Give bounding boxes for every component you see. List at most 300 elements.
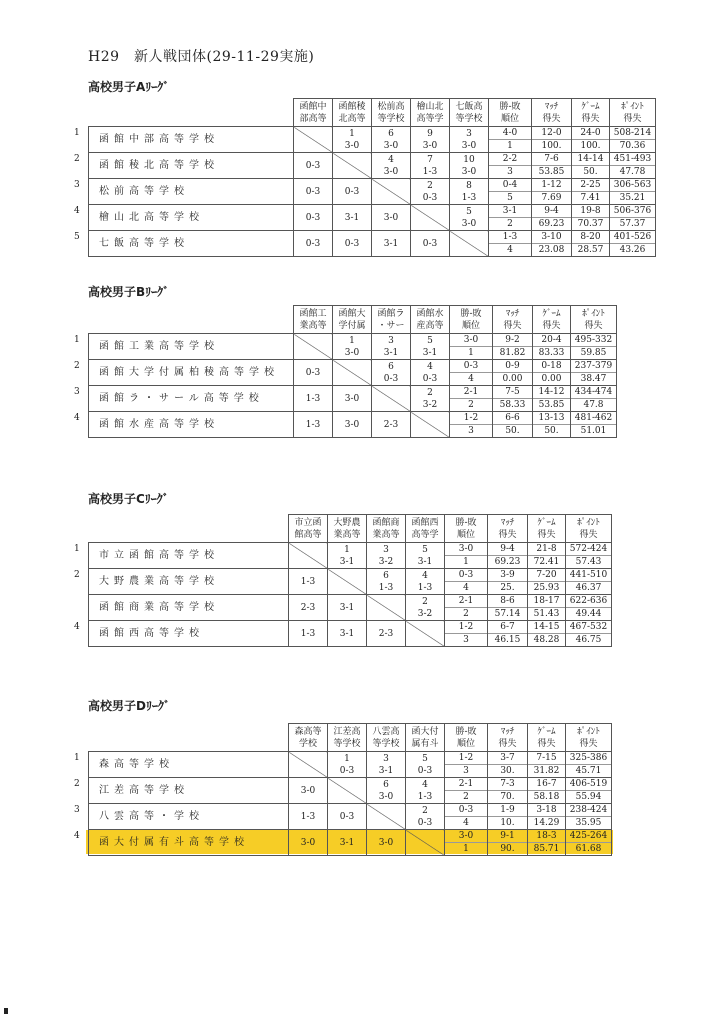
stat-cell [528, 752, 566, 778]
row-number: 4 [74, 413, 80, 423]
match-cell [294, 412, 333, 438]
stat-bottom: 38.47 [571, 372, 616, 385]
self-match-cell [372, 386, 411, 412]
match-cell [367, 543, 406, 569]
team-name: 函館西高等学校 [89, 621, 289, 647]
stat-cell [488, 778, 528, 804]
match-order: 8 [466, 180, 472, 191]
match-cell [411, 334, 450, 360]
stat-cell [488, 569, 528, 595]
page-title: H29 新人戦団体(29-11-29実施) [88, 49, 315, 65]
stat-top: 0-3 [458, 805, 474, 815]
match-cell [372, 205, 411, 231]
stat-top: 9-4 [544, 206, 559, 216]
stat-bottom: 0.00 [533, 372, 570, 385]
stat-bottom: 7.69 [532, 191, 571, 204]
match-order: 3 [383, 753, 389, 764]
stat-cell [450, 386, 493, 412]
stat-cell [532, 205, 572, 231]
self-match-cell [328, 778, 367, 804]
stat-bottom: 4 [450, 372, 492, 385]
stat-top: 12-0 [541, 128, 562, 138]
stat-top: 19-8 [580, 206, 601, 216]
stat-bottom: 72.41 [528, 555, 565, 568]
match-score: 3-1 [339, 556, 355, 567]
stat-top: 3-0 [458, 831, 474, 841]
stat-top: 0-4 [502, 180, 518, 190]
opponent-header: 函館中 部高等 [294, 99, 333, 127]
team-name: 七飯高等学校 [89, 231, 294, 257]
stat-bottom: 49.44 [566, 607, 611, 620]
match-cell [450, 205, 489, 231]
match-cell [372, 153, 411, 179]
match-order: 1 [344, 544, 350, 555]
team-name: 函館水産高等学校 [89, 412, 294, 438]
stat-top: 6-6 [505, 413, 520, 423]
stat-bottom: 46.37 [566, 581, 611, 594]
stat-bottom: 1 [450, 346, 492, 359]
opponent-header: 松前高 等学校 [372, 99, 411, 127]
stat-top: 3-0 [458, 544, 474, 554]
match-score: 0-3 [344, 186, 360, 197]
self-match-cell [411, 205, 450, 231]
row-number: 3 [74, 805, 80, 815]
match-cell [294, 153, 333, 179]
stat-cell [532, 127, 572, 153]
stat-cell [493, 412, 533, 438]
team-row [89, 569, 612, 595]
stat-top: 325-386 [569, 753, 608, 763]
team-name: 函館稜北高等学校 [89, 153, 294, 179]
opponent-header: 江差高 等学校 [328, 724, 367, 752]
match-score: 3-1 [339, 628, 355, 639]
stat-bottom: 46.75 [566, 633, 611, 646]
stat-top: 1-2 [458, 753, 474, 763]
league-table [88, 723, 612, 856]
stat-bottom: 28.57 [572, 243, 609, 256]
stat-top: 7-3 [500, 779, 515, 789]
match-score: 0-3 [383, 373, 399, 384]
self-match-cell [367, 804, 406, 830]
match-score: 0-3 [344, 238, 360, 249]
stat-bottom: 3 [489, 165, 531, 178]
team-name: 大野農業高等学校 [89, 569, 289, 595]
stat-bottom: 50. [533, 424, 570, 437]
match-score: 0-3 [305, 212, 321, 223]
match-score: 1-3 [417, 582, 433, 593]
match-cell [411, 360, 450, 386]
match-cell [333, 179, 372, 205]
match-score: 3-0 [461, 166, 477, 177]
match-score: 3-2 [378, 556, 394, 567]
stat-cell [533, 386, 571, 412]
stat-cell [532, 231, 572, 257]
stat-cell [572, 179, 610, 205]
stat-top: 8-20 [580, 232, 601, 242]
self-match-cell [406, 621, 445, 647]
stat-bottom: 57.37 [610, 217, 655, 230]
stat-top: 3-18 [536, 805, 557, 815]
self-match-cell [406, 830, 445, 856]
match-score: 3-2 [422, 399, 438, 410]
stat-cell [445, 621, 488, 647]
match-cell [328, 621, 367, 647]
opponent-header: 函館商 業高等 [367, 515, 406, 543]
header-blank [89, 515, 289, 543]
stat-bottom: 55.94 [566, 790, 611, 803]
opponent-header: 大野農 業高等 [328, 515, 367, 543]
match-cell [328, 804, 367, 830]
stat-top: 13-13 [538, 413, 565, 423]
stat-top: 20-4 [541, 335, 562, 345]
stat-cell [489, 231, 532, 257]
match-score: 3-0 [422, 140, 438, 151]
stat-cell [488, 621, 528, 647]
header-blank [89, 306, 294, 334]
stat-bottom: 2 [489, 217, 531, 230]
stat-cell [571, 334, 617, 360]
team-row [89, 334, 617, 360]
match-score: 2-3 [383, 419, 399, 430]
stat-header: 勝-敗 順位 [450, 306, 493, 334]
stat-top: 8-6 [500, 596, 515, 606]
stat-header: ﾎﾟｲﾝﾄ 得失 [610, 99, 656, 127]
stat-cell [533, 360, 571, 386]
stat-cell [610, 127, 656, 153]
stat-header: ｹﾞｰﾑ 得失 [533, 306, 571, 334]
match-score: 3-0 [344, 419, 360, 430]
stat-top: 467-532 [569, 622, 608, 632]
stat-cell [445, 595, 488, 621]
team-row [89, 386, 617, 412]
stat-bottom: 57.43 [566, 555, 611, 568]
stat-cell [445, 543, 488, 569]
match-order: 2 [422, 805, 428, 816]
match-score: 3-0 [383, 212, 399, 223]
row-number: 1 [74, 128, 80, 138]
stat-cell [528, 621, 566, 647]
stat-top: 9-1 [500, 831, 515, 841]
team-name: 八雲高等・学校 [89, 804, 289, 830]
match-score: 2-3 [378, 628, 394, 639]
stat-bottom: 69.23 [488, 555, 527, 568]
stat-header: ｹﾞｰﾑ 得失 [528, 724, 566, 752]
match-score: 3-1 [383, 238, 399, 249]
row-number: 4 [74, 831, 80, 841]
stat-bottom: 47.78 [610, 165, 655, 178]
stat-top: 18-3 [536, 831, 557, 841]
team-name: 森高等学校 [89, 752, 289, 778]
team-row [89, 360, 617, 386]
stat-cell [450, 412, 493, 438]
opponent-header: 函館水 産高等 [411, 306, 450, 334]
opponent-header: 檜山北 高等学 [411, 99, 450, 127]
stat-bottom: 50. [572, 165, 609, 178]
self-match-cell [328, 569, 367, 595]
opponent-header: 函大付 属有斗 [406, 724, 445, 752]
stat-top: 24-0 [580, 128, 601, 138]
opponent-header: 森高等 学校 [289, 724, 328, 752]
stat-bottom: 7.41 [572, 191, 609, 204]
stat-header: ﾎﾟｲﾝﾄ 得失 [566, 724, 612, 752]
stat-bottom: 43.26 [610, 243, 655, 256]
stat-bottom: 46.15 [488, 633, 527, 646]
match-cell [333, 127, 372, 153]
stat-top: 1-12 [541, 180, 562, 190]
stat-cell [571, 386, 617, 412]
league-title: 高校男子Cﾘｰｸﾞ [88, 492, 169, 506]
team-row [89, 543, 612, 569]
row-number: 3 [74, 387, 80, 397]
match-score: 3-0 [300, 785, 316, 796]
stat-top: 6-7 [500, 622, 515, 632]
team-row [89, 804, 612, 830]
match-order: 5 [466, 206, 472, 217]
match-score: 3-0 [383, 140, 399, 151]
match-cell [406, 804, 445, 830]
stat-cell [489, 205, 532, 231]
match-score: 3-0 [300, 837, 316, 848]
match-score: 1-3 [305, 419, 321, 430]
stat-bottom: 53.85 [532, 165, 571, 178]
team-row [89, 231, 656, 257]
stat-top: 406-519 [569, 779, 608, 789]
stat-cell [488, 830, 528, 856]
self-match-cell [367, 595, 406, 621]
stat-bottom: 30. [488, 764, 527, 777]
stat-bottom: 3 [445, 633, 487, 646]
opponent-header: 七飯高 等学校 [450, 99, 489, 127]
stat-bottom: 1 [489, 139, 531, 152]
stat-top: 1-3 [502, 232, 518, 242]
stat-top: 2-2 [502, 154, 518, 164]
row-number: 2 [74, 779, 80, 789]
stat-cell [450, 334, 493, 360]
match-score: 0-3 [417, 765, 433, 776]
match-cell [411, 153, 450, 179]
match-cell [333, 412, 372, 438]
match-order: 3 [466, 128, 472, 139]
self-match-cell [411, 412, 450, 438]
stat-header: ﾏｯﾁ 得失 [493, 306, 533, 334]
stat-top: 2-1 [458, 596, 474, 606]
stat-top: 0-18 [541, 361, 562, 371]
match-cell [411, 386, 450, 412]
team-name: 松前高等学校 [89, 179, 294, 205]
match-cell [367, 569, 406, 595]
match-cell [289, 830, 328, 856]
match-cell [367, 621, 406, 647]
stat-header: ｹﾞｰﾑ 得失 [572, 99, 610, 127]
stat-cell [572, 127, 610, 153]
team-row [89, 127, 656, 153]
team-row [89, 179, 656, 205]
team-row [89, 412, 617, 438]
match-score: 1-3 [422, 166, 438, 177]
team-name: 函館商業高等学校 [89, 595, 289, 621]
stat-cell [445, 830, 488, 856]
stat-cell [488, 595, 528, 621]
match-score: 3-1 [339, 602, 355, 613]
match-cell [294, 360, 333, 386]
stat-bottom: 3 [445, 764, 487, 777]
stat-bottom: 10. [488, 816, 527, 829]
stat-top: 508-214 [613, 128, 652, 138]
stat-top: 21-8 [536, 544, 557, 554]
stat-header: ｹﾞｰﾑ 得失 [528, 515, 566, 543]
stat-bottom: 1 [445, 842, 487, 855]
match-score: 0-3 [305, 238, 321, 249]
self-match-cell [289, 543, 328, 569]
match-order: 5 [422, 753, 428, 764]
stat-cell [566, 621, 612, 647]
match-cell [289, 569, 328, 595]
team-row [89, 752, 612, 778]
match-cell [328, 595, 367, 621]
stat-top: 237-379 [574, 361, 613, 371]
match-score: 0-3 [305, 367, 321, 378]
match-order: 10 [463, 154, 475, 165]
match-score: 3-2 [417, 608, 433, 619]
match-order: 6 [383, 570, 389, 581]
stat-top: 238-424 [569, 805, 608, 815]
match-order: 2 [427, 387, 433, 398]
match-score: 1-3 [300, 576, 316, 587]
stat-top: 2-1 [458, 779, 474, 789]
match-cell [367, 778, 406, 804]
match-cell [294, 205, 333, 231]
stat-top: 7-6 [544, 154, 559, 164]
match-cell [367, 752, 406, 778]
stat-bottom: 25. [488, 581, 527, 594]
stat-cell [610, 205, 656, 231]
stat-top: 306-563 [613, 180, 652, 190]
match-cell [289, 804, 328, 830]
match-cell [372, 360, 411, 386]
stat-header: ﾎﾟｲﾝﾄ 得失 [566, 515, 612, 543]
match-order: 6 [383, 779, 389, 790]
match-cell [406, 569, 445, 595]
stat-bottom: 35.95 [566, 816, 611, 829]
stat-header: ﾏｯﾁ 得失 [488, 724, 528, 752]
stat-top: 0-3 [458, 570, 474, 580]
stat-header: ﾎﾟｲﾝﾄ 得失 [571, 306, 617, 334]
match-score: 3-0 [461, 218, 477, 229]
team-row [89, 595, 612, 621]
opponent-header: 函館稜 北高等 [333, 99, 372, 127]
match-order: 4 [388, 154, 394, 165]
stat-cell [489, 153, 532, 179]
stat-cell [445, 752, 488, 778]
match-score: 3-0 [344, 347, 360, 358]
stat-bottom: 2 [445, 607, 487, 620]
stat-cell [571, 360, 617, 386]
league-title: 高校男子Dﾘｰｸﾞ [88, 699, 170, 713]
stat-bottom: 2 [445, 790, 487, 803]
stat-bottom: 100. [532, 139, 571, 152]
stat-cell [528, 595, 566, 621]
stat-top: 434-474 [574, 387, 613, 397]
stat-bottom: 25.93 [528, 581, 565, 594]
match-cell [328, 752, 367, 778]
match-score: 0-3 [339, 811, 355, 822]
stat-cell [493, 360, 533, 386]
stat-top: 2-1 [463, 387, 479, 397]
match-order: 3 [383, 544, 389, 555]
match-cell [411, 179, 450, 205]
team-name: 市立函館高等学校 [89, 543, 289, 569]
match-order: 4 [422, 779, 428, 790]
stat-top: 3-0 [463, 335, 479, 345]
match-score: 3-0 [344, 140, 360, 151]
stat-top: 401-526 [613, 232, 652, 242]
match-score: 1-3 [417, 791, 433, 802]
match-score: 0-3 [422, 238, 438, 249]
stat-bottom: 35.21 [610, 191, 655, 204]
row-number: 4 [74, 622, 80, 632]
match-cell [328, 543, 367, 569]
stat-top: 14-14 [577, 154, 604, 164]
match-score: 3-1 [383, 347, 399, 358]
match-score: 3-0 [344, 393, 360, 404]
stat-cell [566, 778, 612, 804]
stat-top: 425-264 [569, 831, 608, 841]
row-number: 3 [74, 180, 80, 190]
match-score: 0-3 [417, 817, 433, 828]
stat-top: 7-20 [536, 570, 557, 580]
match-cell [294, 179, 333, 205]
stat-bottom: 4 [445, 581, 487, 594]
header-row [89, 306, 617, 334]
match-cell [372, 231, 411, 257]
stat-top: 18-17 [533, 596, 560, 606]
match-score: 0-3 [305, 160, 321, 171]
match-score: 3-1 [378, 765, 394, 776]
stat-bottom: 45.71 [566, 764, 611, 777]
match-order: 5 [427, 335, 433, 346]
stat-cell [493, 386, 533, 412]
match-score: 2-3 [300, 602, 316, 613]
stat-top: 506-376 [613, 206, 652, 216]
match-score: 0-3 [422, 373, 438, 384]
stat-cell [566, 804, 612, 830]
stat-bottom: 14.29 [528, 816, 565, 829]
match-score: 1-3 [461, 192, 477, 203]
opponent-header: 函館西 高等学 [406, 515, 445, 543]
header-blank [89, 99, 294, 127]
match-score: 3-0 [383, 166, 399, 177]
stat-top: 16-7 [536, 779, 557, 789]
team-row [89, 205, 656, 231]
header-row [89, 99, 656, 127]
stat-cell [489, 127, 532, 153]
stat-header: 勝-敗 順位 [489, 99, 532, 127]
stat-cell [572, 153, 610, 179]
team-name: 函館中部高等学校 [89, 127, 294, 153]
stat-bottom: 57.14 [488, 607, 527, 620]
stat-cell [445, 569, 488, 595]
stat-bottom: 83.33 [533, 346, 570, 359]
match-score: 1-3 [300, 628, 316, 639]
match-cell [372, 412, 411, 438]
team-name: 檜山北高等学校 [89, 205, 294, 231]
match-cell [294, 386, 333, 412]
stat-bottom: 5 [489, 191, 531, 204]
opponent-header: 市立函 館高等 [289, 515, 328, 543]
stat-cell [610, 179, 656, 205]
match-cell [289, 595, 328, 621]
stat-bottom: 31.82 [528, 764, 565, 777]
